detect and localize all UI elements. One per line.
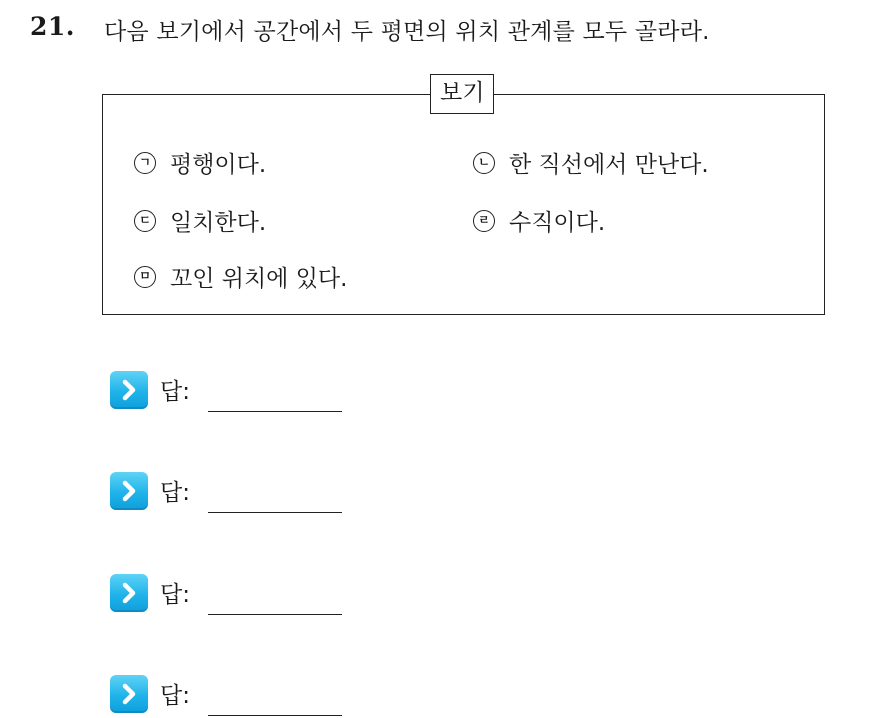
answer-blank[interactable] xyxy=(208,411,342,412)
choice-text-2: 한 직선에서 만난다. xyxy=(509,152,709,178)
question-text: 다음 보기에서 공간에서 두 평면의 위치 관계를 모두 골라라. xyxy=(104,19,710,45)
answer-label: 답: xyxy=(160,582,190,608)
answer-label: 답: xyxy=(160,379,190,405)
choice-text-4: 수직이다. xyxy=(509,210,606,236)
choice-4 xyxy=(473,204,605,237)
choice-1 xyxy=(134,146,266,179)
answer-blank[interactable] xyxy=(208,512,342,513)
choice-marker-1: ㄱ xyxy=(134,152,156,174)
choice-3 xyxy=(134,204,266,237)
chevron-right-icon xyxy=(110,675,148,713)
answer-label: 답: xyxy=(160,683,190,709)
answer-label: 답: xyxy=(160,480,190,506)
choice-marker-5: ㅁ xyxy=(134,266,156,288)
choice-marker-2: ㄴ xyxy=(473,152,495,174)
question-number: 21. xyxy=(30,12,75,41)
chevron-right-icon xyxy=(110,574,148,612)
choice-text-5: 꼬인 위치에 있다. xyxy=(170,266,348,292)
chevron-right-icon xyxy=(110,371,148,409)
choice-5 xyxy=(134,260,347,293)
choice-text-1: 평행이다. xyxy=(170,152,267,178)
choice-marker-4: ㄹ xyxy=(473,210,495,232)
answer-row xyxy=(110,574,342,615)
answer-row xyxy=(110,675,342,716)
answer-row xyxy=(110,371,342,412)
chevron-right-icon xyxy=(110,472,148,510)
choice-marker-3: ㄷ xyxy=(134,210,156,232)
choice-text-3: 일치한다. xyxy=(170,210,267,236)
bogi-title: 보기 xyxy=(430,74,494,114)
answer-blank[interactable] xyxy=(208,715,342,716)
choice-2 xyxy=(473,146,709,179)
answer-blank[interactable] xyxy=(208,614,342,615)
answer-row xyxy=(110,472,342,513)
